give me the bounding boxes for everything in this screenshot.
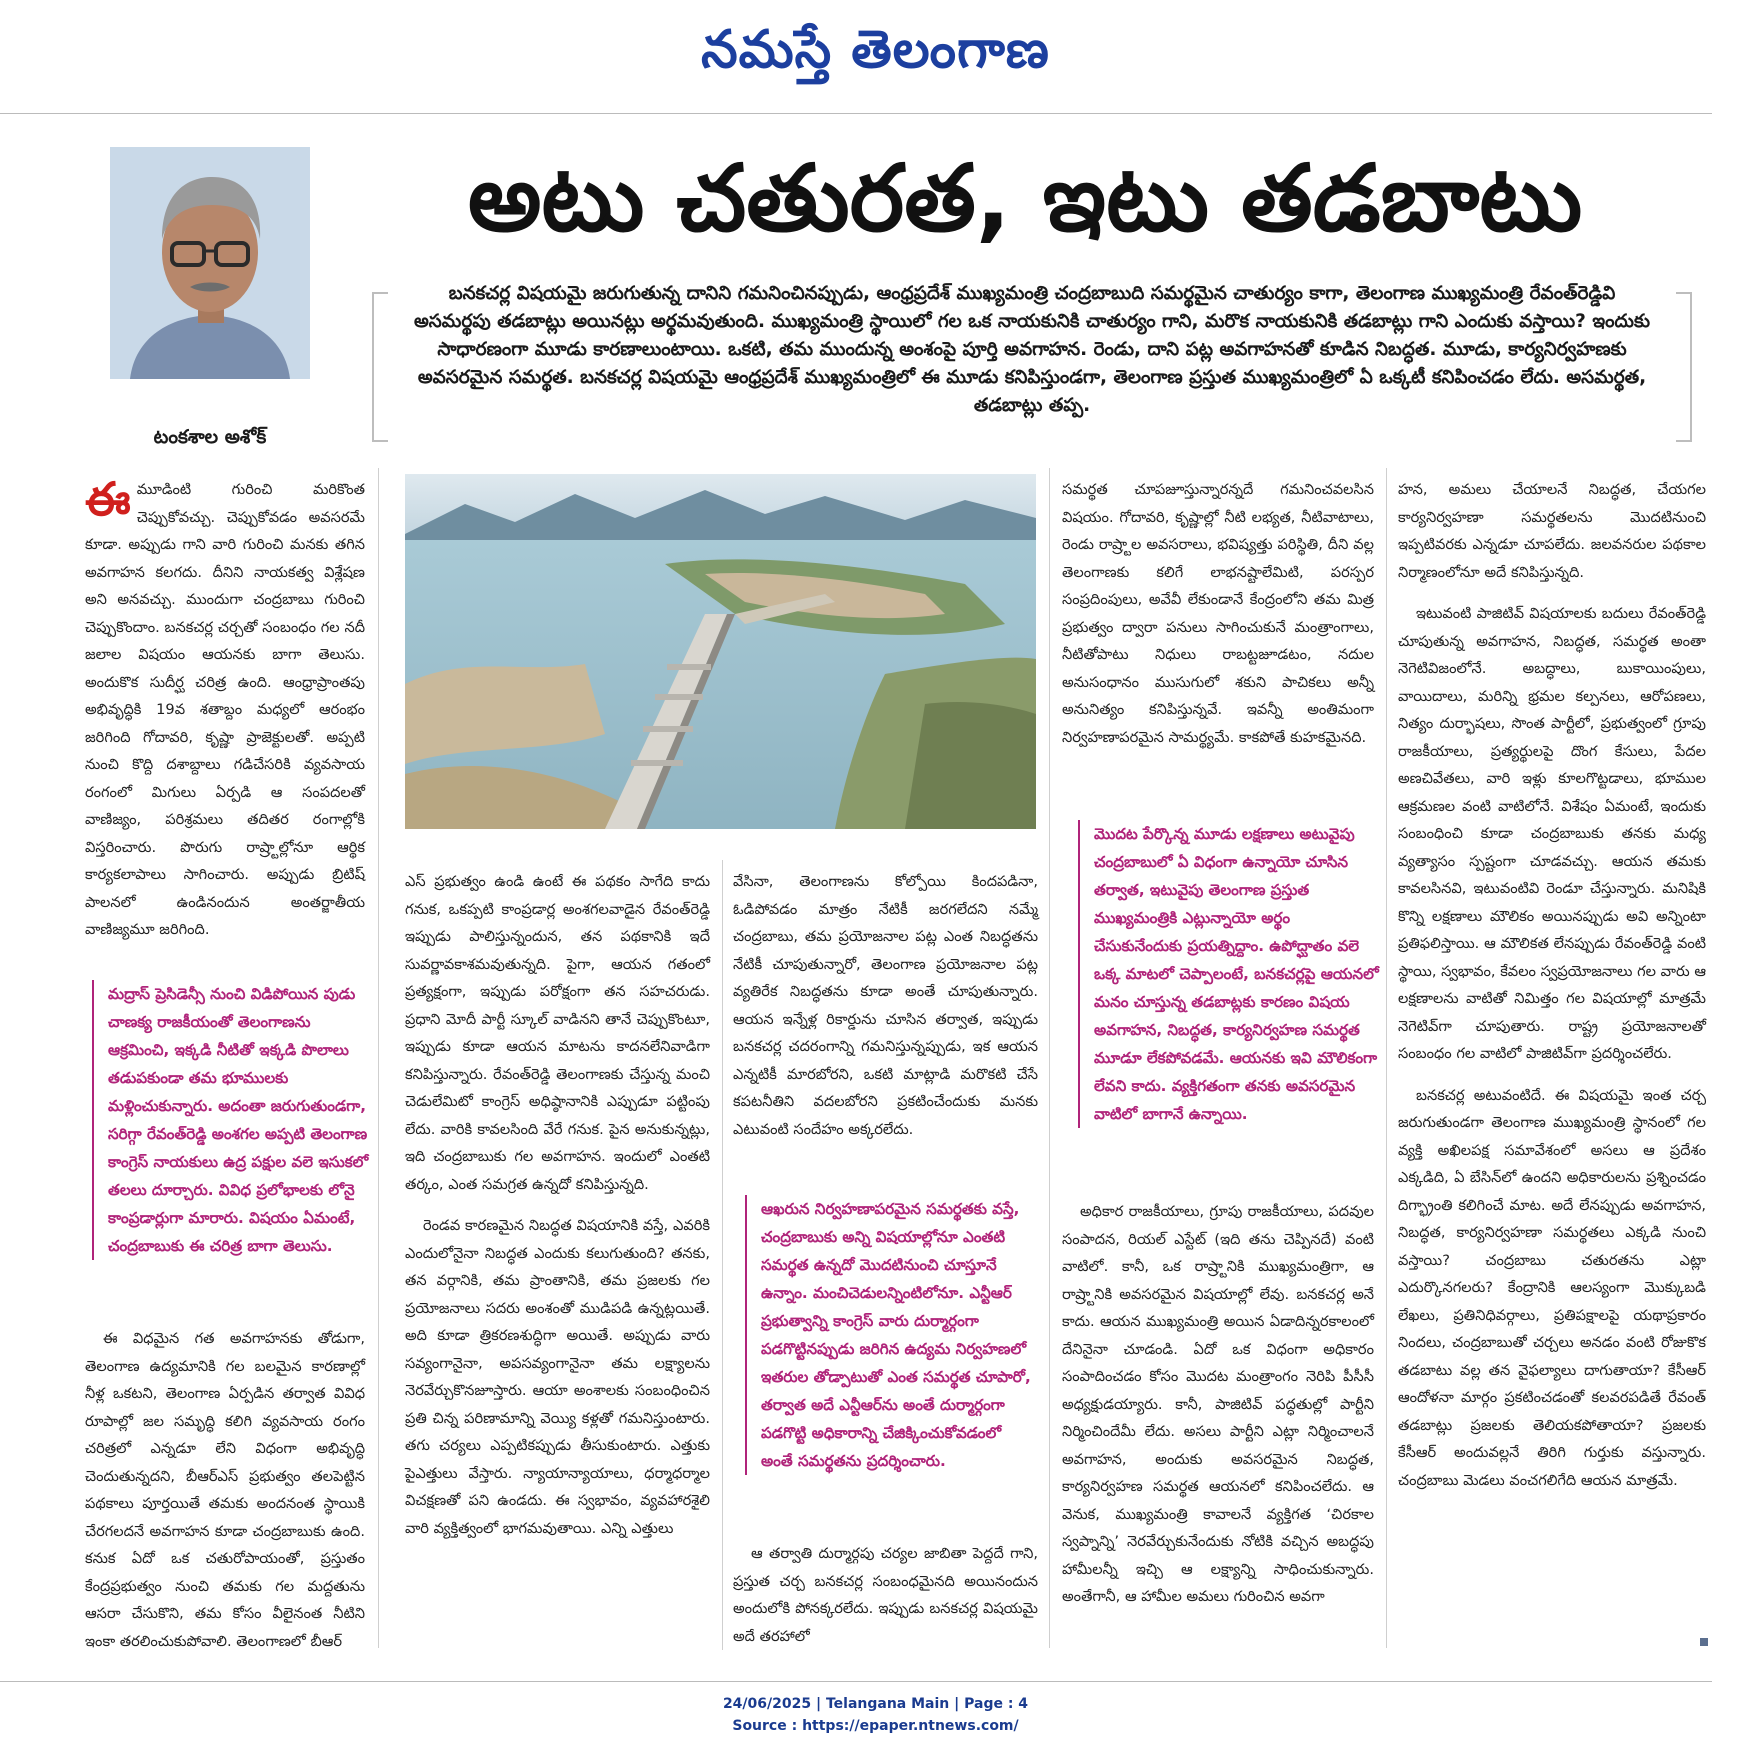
edition-info: 24/06/2025 | Telangana Main | Page : 4 bbox=[722, 1696, 1029, 1712]
author-name: టంకశాల అశోక్ bbox=[153, 426, 267, 448]
footer-rule bbox=[0, 1681, 1712, 1682]
bracket-left bbox=[372, 292, 388, 442]
column-divider-1 bbox=[378, 468, 379, 1648]
paragraph: రెండవ కారణమైన నిబద్ధత విషయానికి వస్తే, ఎవరికి ఎందులోనైనా నిబద్ధత ఎందుకు కలుగుతుంది? తనకు, తన వర్గానికి, తమ ప్రాంతానికి, తమ ప్రజలకు గల ప్రయోజనాలు సదరు అంశంతో ముడిపడి ఉన్నట్లయితే. అది కూడా త్రికరణశుద్ధిగా అయితే. అప్పుడు వారు సవ్యంగానైనా, అపసవ్యంగానైనా తమ లక్ష్యాలను నెరవేర్చుకొనజూస్తారు. ఆయా అంశాలకు సంబంధించిన ప్రతి చిన్న పరిణామాన్ని వెయ్యి కళ్లతో గమనిస్తుంటారు. తగు చర్యలు ఎప్పటికప్పుడు తీసుకుంటారు. ఎత్తుకు పైఎత్తులు వేస్తారు. న్యాయాన్యాయాలు, ధర్మాధర్మాల విచక్షణతో పని ఉండదు. ఈ స్వభావం, వ్యవహారశైలి వారి వ్యక్తిత్వంలో భాగమవుతాయి. ఎన్ని ఎత్తులు bbox=[405, 1217, 710, 1537]
paragraph: ఆ తర్వాతి దుర్మార్గపు చర్యల జాబితా పెద్దదే గాని, ప్రస్తుత చర్చ బనకచర్ల సంబంధమైనది అయినందున అందులోకి పోనక్కరలేదు. ఇప్పుడు బనకచర్ల విషయమై అదే తరహాలో bbox=[733, 1545, 1038, 1645]
paragraph: ఈమూడింటి గురించి మరికొంత చెప్పుకోవచ్చు. చెప్పుకోవడం అవసరమే కూడా. అప్పుడు గాని వారి గురించి మనకు తగిన అవగాహన కలగదు. దీనిని నాయకత్వ విశ్లేషణ అని అనవచ్చు. ముందుగా చంద్రబాబు గురించి చెప్పుకొందాం. బనకచర్ల చర్చతో సంబంధం గల నదీ జలాల విషయం ఆయనకు బాగా తెలుసు. అందుకొక సుదీర్ఘ చరిత్ర ఉంది. ఆంధ్రాప్రాంతపు అభివృద్ధికి 19వ శతాబ్దం మధ్యలో ఆరంభం జరిగింది గోదావరి, కృష్ణా ప్రాజెక్టులతో. అప్పటి నుంచి కొద్ది దశాబ్దాలు గడిచేసరికి వ్యవసాయ రంగంలో మిగులు ఏర్పడి ఆ సంపదలతో వాణిజ్యం, పరిశ్రమలు తదితర రంగాల్లోకి విస్తరించారు. పొరుగు రాష్ర్టాల్లోనూ ఆర్థిక కార్యకలాపాలు సాగించారు. అప్పుడు బ్రిటిష్ పాలనలో ఉండినందున అంతర్జాతీయ వాణిజ్యమూ జరిగింది. bbox=[85, 472, 365, 938]
paragraph: వేసినా, తెలంగాణను కోల్పోయి కిందపడినా, ఓడిపోవడం మాత్రం నేటికీ జరగలేదని నమ్మే చంద్రబాబు, తమ ప్రయోజనాల పట్ల ఎంత నిబద్ధతను నేటికీ చూపుతున్నారో, తెలంగాణ ప్రయోజనాల పట్ల వ్యతిరేక నిబద్ధతను కూడా అంతే చూపుతున్నారు. ఆయన ఇన్నేళ్ల రికార్డును చూసిన తర్వాత, ఇప్పుడు బనకచర్ల చదరంగాన్ని గమనిస్తున్నప్పుడు, ఇక ఆయన ఎన్నటికీ మారబోరని, ఒకటి మాట్లాడి మరొకటి చేసే కపటనీతిని వదలబోరని ప్రకటించేందుకు మనకు ఎటువంటి సందేహం అక్కరలేదు. bbox=[733, 873, 1038, 1138]
standfirst: బనకచర్ల విషయమై జరుగుతున్న దానిని గమనించినప్పుడు, ఆంధ్రప్రదేశ్ ముఖ్యమంత్రి చంద్రబాబుది సమర్థమైన చాతుర్యం కాగా, తెలంగాణ ముఖ్యమంత్రి రేవంత్‌రెడ్డివి అసమర్థపు తడబాట్లు అయినట్లు అర్థమవుతుంది. ముఖ్యమంత్రి స్థాయిలో గల ఒక నాయకునికి చాతుర్యం గాని, మరొక నాయకునికి తడబాట్లు గాని ఎందుకు వస్తాయి? ఇందుకు సాధారణంగా మూడు కారణాలుంటాయి. ఒకటి, తమ ముందున్న అంశంపై పూర్తి అవగాహన. రెండు, దాని పట్ల అవగాహనతో కూడిన నిబద్ధత. మూడు, కార్యనిర్వహణకు అవసరమైన సమర్థత. బనకచర్ల విషయమై ఆంధ్రప్రదేశ్ ముఖ్యమంత్రిలో ఈ మూడు కనిపిస్తుండగా, తెలంగాణ ప్రస్తుత ముఖ్యమంత్రిలో ఏ ఒక్కటీ కనిపించడం లేదు. అసమర్థత, తడబాట్లు తప్ప. bbox=[413, 283, 1651, 416]
column-3-continued bbox=[733, 1540, 1038, 1664]
pull-quote-1: మద్రాస్ ప్రెసిడెన్సీ నుంచి విడిపోయిన పుడు చాణక్య రాజకీయంతో తెలంగాణను ఆక్రమించి, ఇక్కడి నీటితో ఇక్కడి పొలాలు తడుపకుండా తమ భూములకు మళ్లించుకున్నారు. అదంతా జరుగుతుండగా, సరిగ్గా రేవంత్‌రెడ్డి అంశగల అప్పటి తెలంగాణ కాంగ్రెస్ నాయకులు ఉద్ర పక్షుల వలె ఇసుకలో తలలు దూర్చారు. వివిధ ప్రలోభాలకు లోనై కాంప్రడార్లుగా మారారు. విషయం ఏమంటే, చంద్రబాబుకు ఈ చరిత్ర బాగా తెలుసు. bbox=[92, 980, 370, 1260]
column-4-continued bbox=[1062, 1198, 1374, 1625]
paragraph: అధికార రాజకీయాలు, గ్రూపు రాజకీయాలు, పదవుల సంపాదన, రియల్ ఎస్టేట్ (ఇది తను చెప్పినదే) వంటి వాటిలో. కానీ, ఒక రాష్ర్టానికి ముఖ్యమంత్రిగా, ఆ రాష్ర్టానికి అవసరమైన విషయాల్లో లేవు. బనకచర్ల అనే కాదు. ఆయన ముఖ్యమంత్రి అయిన ఏడాదిన్నరకాలంలో దేనినైనా చూడండి. ఏదో ఒక విధంగా అధికారం సంపాదించడం కోసం మొదట మంత్రాంగం నెరిపి పీసీసీ అధ్యక్షుడయ్యారు. కానీ, పాజిటివ్ పద్ధతుల్లో పార్టీని నిర్మించిందేమీ లేదు. అసలు పార్టీని ఎట్లా నిర్మించాలనే అవగాహన, అందుకు అవసరమైన నిబద్ధత, కార్యనిర్వహణ సమర్థత ఆయనలో కనిపించలేదు. ఆ వెనుక, ముఖ్యమంత్రి కావాలనే వ్యక్తిగత ‘చిరకాల స్వప్నాన్ని’ నెరవేర్చుకునేందుకు నోటికి వచ్చిన అబద్ధపు హామీలన్నీ ఇచ్చి ఆ లక్ష్యాన్ని సాధించుకున్నారు. అంతేగానీ, ఆ హామీల అమలు గురించిన అవగా bbox=[1062, 1203, 1374, 1605]
newspaper-logo: నమస్తే తెలంగాణ bbox=[701, 19, 1050, 80]
paragraph: ఇటువంటి పాజిటివ్ విషయాలకు బదులు రేవంత్‌రెడ్డి చూపుతున్న అవగాహన, నిబద్ధత, సమర్థత అంతా నెగెటివిజంలోనే. అబద్ధాలు, బుకాయింపులు, వాయిదాలు, మరిన్ని భ్రమల కల్పనలు, ఆరోపణలు, నిత్యం దుర్భాషలు, సొంత పార్టీలో, ప్రభుత్వంలో గ్రూపు రాజకీయాలు, ప్రత్యర్థులపై దొంగ కేసులు, పేదల అణచివేతలు, వారి ఇళ్లు కూలగొట్టడాలు, భూముల ఆక్రమణల వంటి వాటిలోనే. విశేషం ఏమంటే, ఇందుకు సంబంధించి కూడా చంద్రబాబుకు తనకు మధ్య వ్యత్యాసం స్పష్టంగా చూడవచ్చు. ఆయన తమకు కావలసినవి, ఇటువంటివి రెండూ చేస్తున్నారు. మనిషికి కొన్ని లక్షణాలు మౌలికం అయినప్పుడు అవి అన్నింటా ప్రతిఫలిస్తాయి. ఆ మౌలికత లేనప్పుడు రేవంత్‌రెడ్డి వంటి స్థాయి, స్వభావం, కేవలం స్వప్రయోజనాలు గల వారు ఆ లక్షణాలను వాటితో నిమిత్తం గల విషయాల్లో మాత్రమే నెగెటివ్‌గా చూపుతారు. రాష్ట్ర ప్రయోజనాలతో సంబంధం గల వాటిలో పాజిటివ్‌గా ప్రదర్శించలేరు. bbox=[1398, 605, 1706, 1062]
paragraph: బనకచర్ల అటువంటిదే. ఈ విషయమై ఇంత చర్చ జరుగుతుండగా తెలంగాణ ముఖ్యమంత్రి స్థానంలో గల వ్యక్తి అఖిలపక్ష సమావేశంలో అసలు ఆ ప్రదేశం ఎక్కడిది, ఏ బేసిన్‌లో ఉందని అధికారులను ప్రశ్నించడం దిగ్భ్రాంతి కలిగించే మాట. అదే లేనప్పుడు అవగాహన, నిబద్ధత, కార్యనిర్వహణా సమర్థతలు ఎక్కడి నుంచి వస్తాయి? చంద్రబాబు చతురతను ఎట్లా ఎదుర్కొనగలరు? కేంద్రానికి ఆలస్యంగా మొక్కుబడి లేఖలు, ప్రతినిధివర్గాలు, ప్రతిపక్షాలపై యథాప్రకారం నిందలు, చంద్రబాబుతో చర్చలు అనడం వంటి రోజుకొక తడబాటు వల్ల తన వైఫల్యాలు దాగుతాయా? కేసీఆర్ ఆందోళనా మార్గం ప్రకటించడంతో కలవరపడితే రేవంత్ తడబాట్లు ప్రజలకు తెలియకపోతాయా? ప్రజలకు కేసీఆర్ అందువల్లనే తిరిగి గుర్తుకు వస్తున్నారు. చంద్రబాబు మెడలు వంచగలిగేది ఆయన మాత్రమే. bbox=[1398, 1086, 1706, 1489]
author-photo bbox=[110, 147, 310, 379]
column-3 bbox=[733, 868, 1038, 1157]
paragraph: హన, అమలు చేయాలనే నిబద్ధత, చేయగల కార్యనిర్వహణా సమర్థతలను మొదటినుంచి ఇప్పటివరకు ఎన్నడూ చూపలేదు. జలవనరుల పథకాల నిర్మాణంలోనూ అదే కనిపిస్తున్నది. bbox=[1398, 481, 1706, 581]
column-1 bbox=[85, 472, 365, 958]
column-4 bbox=[1062, 476, 1374, 765]
paragraph: ఈ విధమైన గత అవగాహనకు తోడుగా, తెలంగాణ ఉద్యమానికి గల బలమైన కారణాల్లో నీళ్ల ఒకటని, తెలంగాణ ఏర్పడిన తర్వాత వివిధ రూపాల్లో జల సమృద్ధి కలిగి వ్యవసాయ రంగం చరిత్రలో ఎన్నడూ లేని విధంగా అభివృద్ధి చెందుతున్నదని, బీఆర్‌ఎస్ ప్రభుత్వం తలపెట్టిన పథకాలు పూర్తయితే తమకు అందనంత స్థాయికి చేరగలదనే అవగాహన కూడా చంద్రబాబుకు ఉంది. కనుక ఏదో ఒక చతురోపాయంతో, ప్రస్తుతం కేంద్రప్రభుత్వం నుంచి తమకు గల మద్దతును ఆసరా చేసుకొని, తమ కోసం వీలైనంత నీటిని ఇంకా తరలించుకుపోవాలి. తెలంగాణలో బీఆర్ bbox=[85, 1330, 365, 1650]
paragraph: సమర్థత చూపజూస్తున్నారన్నదే గమనించవలసిన విషయం. గోదావరి, కృష్ణాల్లో నీటి లభ్యత, నీటివాటాలు, రెండు రాష్ర్టాల అవసరాలు, భవిష్యత్తు పరిస్థితి, దీని వల్ల తెలంగాణకు కలిగే లాభనష్టాలేమిటి, పరస్పర సంప్రదింపులు, అవేవీ లేకుండానే కేంద్రంలోని తమ మిత్ర ప్రభుత్వం ద్వారా పనులు సాగించుకునే మంత్రాంగాలు, నీటితోపాటు నిధులు రాబట్టజూడటం, నదుల అనుసంధానం ముసుగులో శకుని పాచికలు అన్నీ అనునిత్యం కనిపిస్తున్నవే. ఇవన్నీ అంతిమంగా నిర్వహణాపరమైన సామర్థ్యమే. కాకపోతే కుహకమైనది. bbox=[1062, 481, 1374, 746]
headline: అటు చతురత, ఇటు తడబాటు bbox=[467, 145, 1583, 252]
column-2 bbox=[405, 868, 710, 1556]
column-5 bbox=[1398, 476, 1706, 1508]
barrage-photo bbox=[405, 474, 1036, 829]
standfirst-box bbox=[372, 280, 1692, 450]
column-divider-2 bbox=[722, 860, 723, 1650]
masthead bbox=[0, 0, 1751, 112]
paragraph: ఎస్ ప్రభుత్వం ఉండి ఉంటే ఈ పథకం సాగేది కాదు గనుక, ఒకప్పటి కాంప్రడార్ల అంశగలవాడైన రేవంత్‌రెడ్డి ఇప్పుడు పాలిస్తున్నందున, తన పథకానికి ఇదే సువర్ణావకాశమవుతున్నది. పైగా, ఆయన గతంలో ప్రత్యక్షంగా, ఇప్పుడు పరోక్షంగా తన సహచరుడు. ప్రధాని మోదీ పార్టీ స్కూల్ వాడినని తానే చెప్పుకొంటూ, ఇప్పుడు కూడా ఆయన మాటను కాదనలేనివాడిగా కనిపిస్తున్నారు. రేవంత్‌రెడ్డి తెలంగాణకు చేస్తున్న మంచి చెడులేమిటో కాంగ్రెస్ అధిష్ఠానానికి ఎప్పుడూ పట్టింపు లేదు. వారికి కావలసింది వేరే గనుక. పైన అనుకున్నట్లు, ఇది చంద్రబాబుకు గల అవగాహన. ఇందులో ఎంతటి తర్కం, ఎంత సమగ్రత ఉన్నదో కనిపిస్తున్నది. bbox=[405, 873, 710, 1193]
dropcap: ఈ bbox=[85, 472, 131, 526]
column-divider-4 bbox=[1386, 468, 1387, 1648]
end-mark bbox=[1700, 1638, 1708, 1646]
masthead-rule bbox=[0, 113, 1712, 114]
pull-quote-3: మొదట పేర్కొన్న మూడు లక్షణాలు అటువైపు చంద్రబాబులో ఏ విధంగా ఉన్నాయో చూసిన తర్వాత, ఇటువైపు తెలంగాణ ప్రస్తుత ముఖ్యమంత్రికి ఎట్లున్నాయో అర్థం చేసుకునేందుకు ప్రయత్నిద్దాం. ఉపోద్ఘాతం వలె ఒక్క మాటలో చెప్పాలంటే, బనకచర్లపై ఆయనలో మనం చూస్తున్న తడబాట్లకు కారణం విషయ అవగాహన, నిబద్ధత, కార్యనిర్వహణ సమర్థత మూడూ లేకపోవడమే. ఆయనకు ఇవి మౌలికంగా లేవని కాదు. వ్యక్తిగతంగా తనకు అవసరమైన వాటిలో బాగానే ఉన్నాయి. bbox=[1078, 820, 1380, 1128]
column-1-continued bbox=[85, 1325, 365, 1669]
column-divider-3 bbox=[1049, 468, 1050, 1648]
pull-quote-2: ఆఖరున నిర్వహణాపరమైన సమర్థతకు వస్తే, చంద్రబాబుకు అన్ని విషయాల్లోనూ ఎంతటి సమర్థత ఉన్నదో మొదటినుంచి చూస్తూనే ఉన్నాం. మంచిచెడులన్నింటిలోనూ. ఎన్టీఆర్ ప్రభుత్వాన్ని కాంగ్రెస్ వారు దుర్మార్గంగా పడగొట్టినప్పుడు జరిగిన ఉద్యమ నిర్వహణలో ఇతరుల తోడ్పాటుతో ఎంత సమర్థత చూపారో, తర్వాత అదే ఎన్టీఆర్‌ను అంతే దుర్మార్గంగా పడగొట్టి అధికారాన్ని చేజిక్కించుకోవడంలో అంతే సమర్థతను ప్రదర్శించారు. bbox=[745, 1195, 1036, 1475]
source-link[interactable]: Source : https://epaper.ntnews.com/ bbox=[732, 1718, 1019, 1734]
bracket-right bbox=[1676, 292, 1692, 442]
